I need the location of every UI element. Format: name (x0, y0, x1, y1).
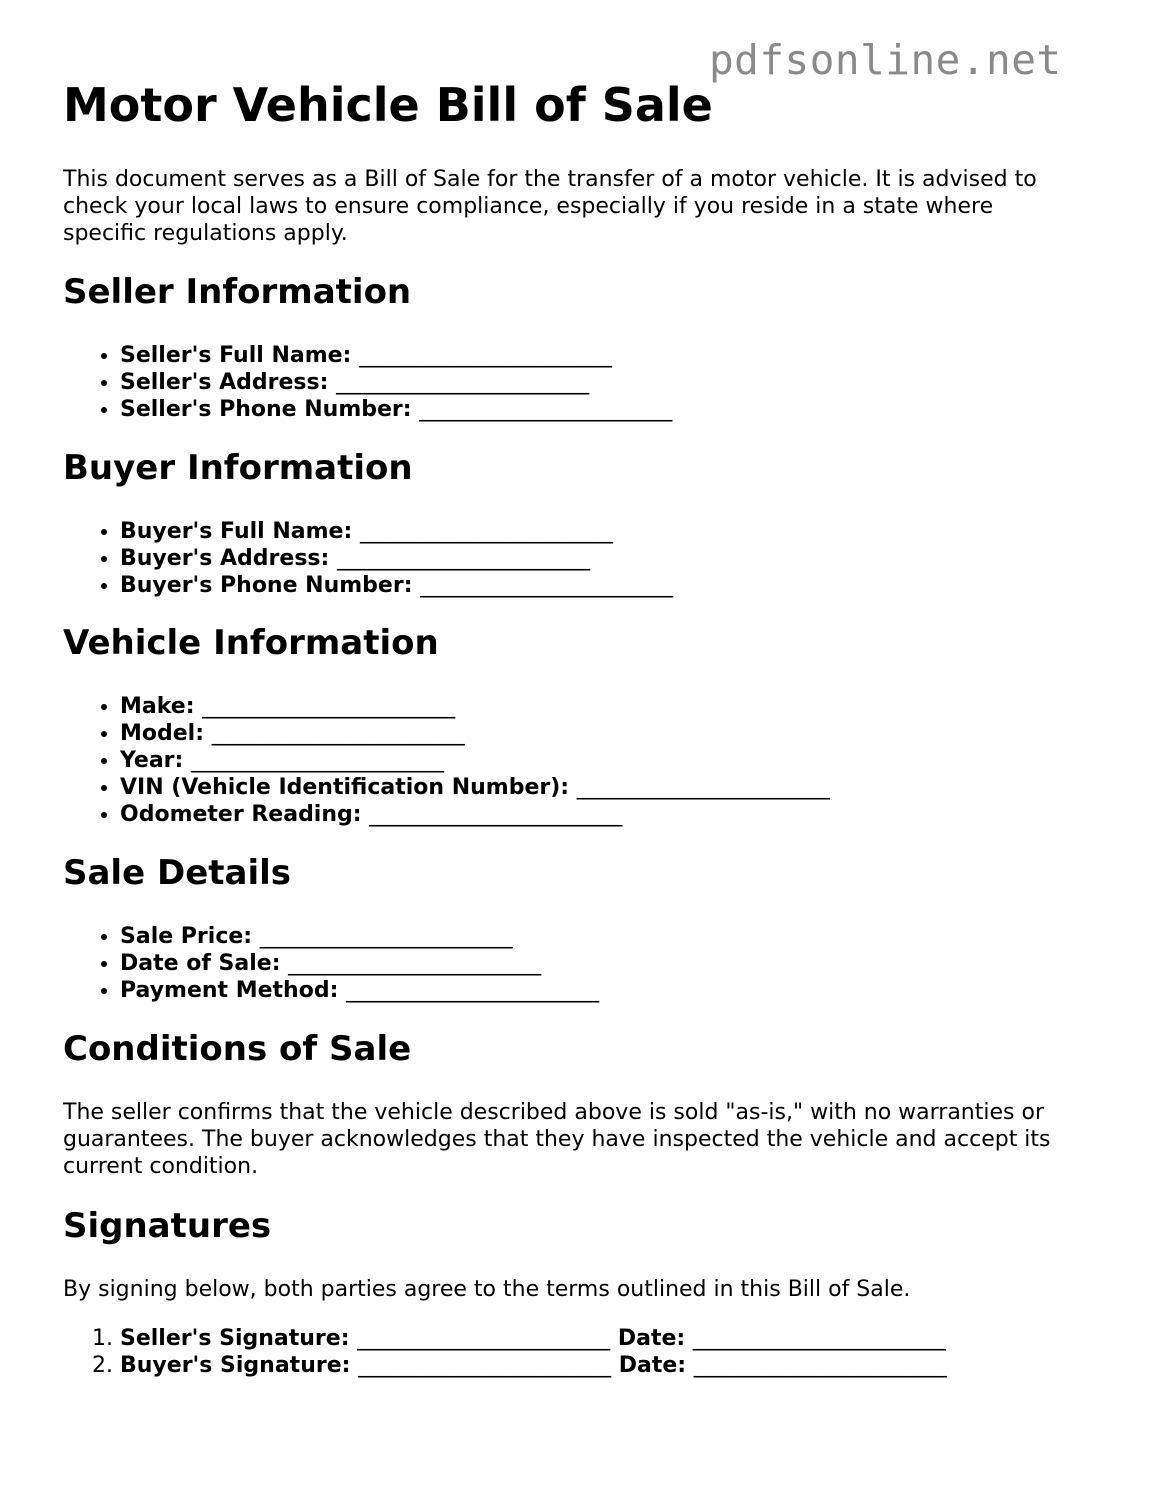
blank-line[interactable]: _______________________ (259, 924, 513, 949)
seller-heading: Seller Information (63, 272, 412, 312)
field-label: VIN (Vehicle Identification Number): (120, 775, 570, 800)
field-label: Model: (120, 721, 205, 746)
signature-label: Seller's Signature: (120, 1326, 350, 1351)
blank-line[interactable]: _______________________ (346, 978, 600, 1003)
list-item (120, 1325, 947, 1352)
field-label: Seller's Full Name: (120, 343, 352, 368)
list-item (120, 923, 599, 950)
date-label: Date: (618, 1353, 687, 1378)
blank-line[interactable]: _______________________ (191, 748, 444, 773)
field-label: Buyer's Phone Number: (120, 573, 413, 598)
conditions-heading: Conditions of Sale (63, 1029, 412, 1069)
field-label: Seller's Phone Number: (120, 397, 412, 422)
blank-line[interactable]: _______________________ (288, 951, 542, 976)
signature-blank[interactable]: _______________________ (358, 1353, 612, 1378)
vehicle-fields-list (63, 693, 830, 828)
list-item (120, 1352, 947, 1379)
field-label: Sale Price: (120, 924, 253, 949)
blank-line[interactable]: _______________________ (576, 775, 830, 800)
field-label: Payment Method: (120, 978, 339, 1003)
blank-line[interactable]: _______________________ (202, 694, 456, 719)
conditions-paragraph: The seller confirms that the vehicle described above is sold "as-is," with no warranties or guarantees. The buyer acknowledges that they have inspected the vehicle and accept its current condition. (63, 1100, 1051, 1179)
list-item (120, 950, 599, 977)
list-item (120, 518, 673, 545)
list-item (120, 342, 672, 369)
field-label: Odometer Reading: (120, 802, 362, 827)
list-item (120, 720, 830, 747)
signature-label: Buyer's Signature: (120, 1353, 351, 1378)
list-item (120, 369, 672, 396)
list-item (120, 693, 830, 720)
blank-line[interactable]: _______________________ (336, 546, 590, 571)
list-item (120, 396, 672, 423)
list-item (120, 977, 599, 1004)
field-label: Date of Sale: (120, 951, 281, 976)
buyer-fields-list (63, 518, 673, 599)
field-label: Year: (120, 748, 184, 773)
watermark: pdfsonline.net (709, 36, 1062, 84)
date-label: Date: (617, 1326, 686, 1351)
sale-heading: Sale Details (63, 853, 292, 893)
field-label: Seller's Address: (120, 370, 329, 395)
list-item (120, 545, 673, 572)
list-item (120, 747, 830, 774)
seller-fields-list (63, 342, 672, 423)
blank-line[interactable]: _______________________ (336, 370, 590, 395)
blank-line[interactable]: _______________________ (419, 397, 673, 422)
blank-line[interactable]: _______________________ (359, 519, 613, 544)
blank-line[interactable]: _______________________ (420, 573, 674, 598)
intro-paragraph: This document serves as a Bill of Sale for the transfer of a motor vehicle. It is advised to check your local laws to ensure compliance, especially if you reside in a state where specific regulations apply. (63, 167, 1037, 246)
signatures-list (63, 1325, 947, 1379)
date-blank[interactable]: _______________________ (692, 1326, 946, 1351)
list-item (120, 774, 830, 801)
vehicle-heading: Vehicle Information (63, 623, 439, 663)
buyer-heading: Buyer Information (63, 448, 413, 488)
list-item (120, 572, 673, 599)
signatures-heading: Signatures (63, 1206, 272, 1246)
blank-line[interactable]: _______________________ (359, 343, 613, 368)
field-label: Buyer's Address: (120, 546, 330, 571)
signature-blank[interactable]: _______________________ (357, 1326, 611, 1351)
list-item (120, 801, 830, 828)
page-title: Motor Vehicle Bill of Sale (63, 78, 713, 132)
field-label: Make: (120, 694, 195, 719)
blank-line[interactable]: _______________________ (369, 802, 623, 827)
field-label: Buyer's Full Name: (120, 519, 353, 544)
sale-fields-list (63, 923, 599, 1004)
date-blank[interactable]: _______________________ (693, 1353, 947, 1378)
signatures-paragraph: By signing below, both parties agree to the terms outlined in this Bill of Sale. (63, 1277, 911, 1302)
blank-line[interactable]: _______________________ (211, 721, 465, 746)
